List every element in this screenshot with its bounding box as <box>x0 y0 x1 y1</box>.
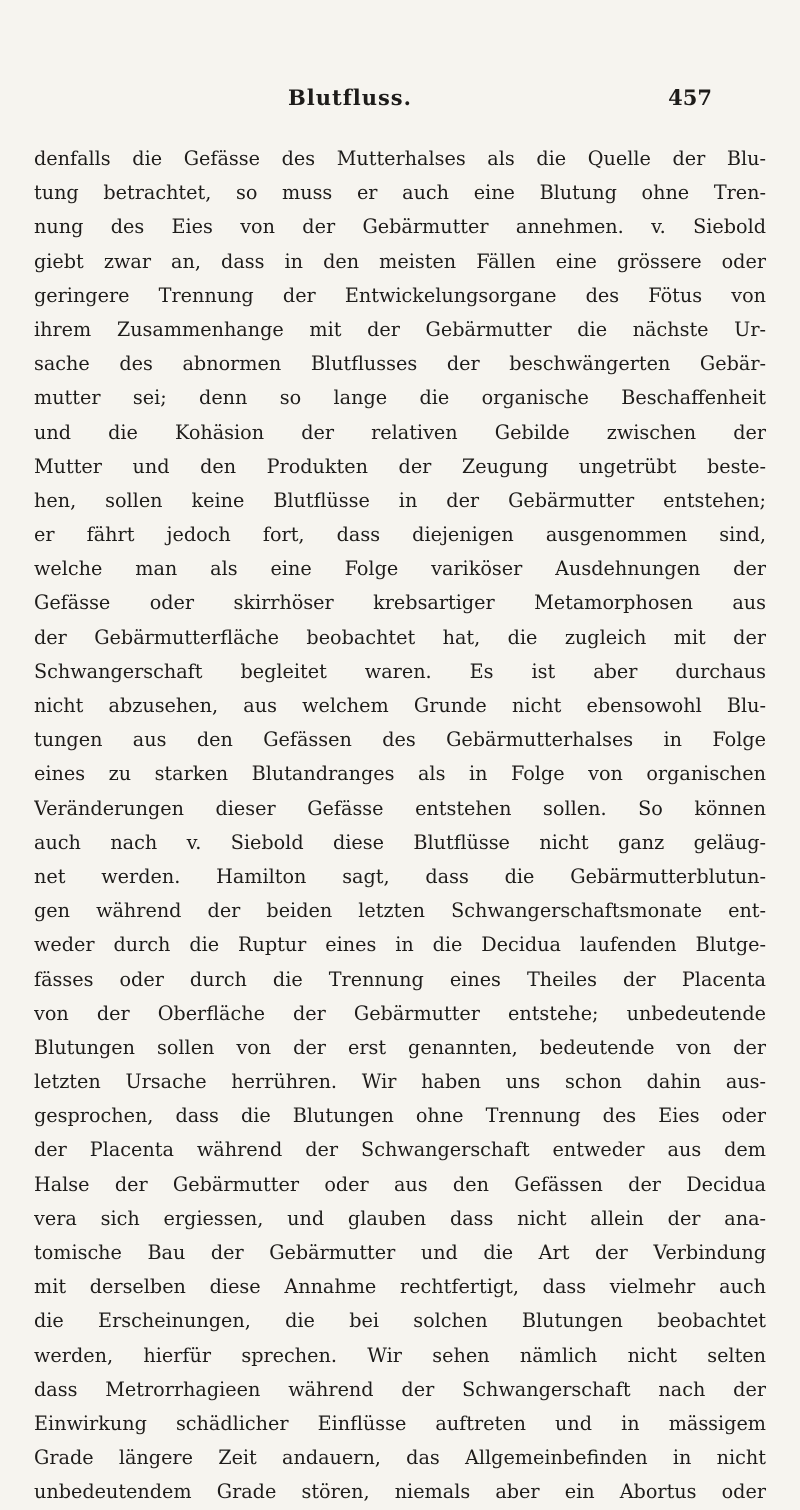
text-line: der Placenta während der Schwangerschaft entweder aus dem <box>34 1138 766 1162</box>
text-line: die Erscheinungen, die bei solchen Blutungen beobachtet <box>34 1309 766 1333</box>
text-line: auch nach v. Siebold diese Blutflüsse nicht ganz geläug- <box>34 830 766 854</box>
text-line: von der Oberfläche der Gebärmutter entstehe; unbedeutende <box>34 1001 766 1025</box>
text-line: tomische Bau der Gebärmutter und die Art der Verbindung <box>34 1241 766 1264</box>
text-line: Schwangerschaft begleitet waren. Es ist aber durchaus <box>34 659 766 683</box>
text-line: weder durch die Ruptur eines in die Decidua laufenden Blutge- <box>34 933 766 957</box>
running-head-title: Blutfluss. <box>288 85 412 110</box>
page-number: 457 <box>668 85 712 110</box>
body-text <box>34 142 766 1510</box>
text-line: er fährt jedoch fort, dass diejenigen ausgenommen sind, <box>34 523 766 547</box>
text-line: gen während der beiden letzten Schwangerschaftsmonate ent- <box>34 899 766 923</box>
text-line: geringere Trennung der Entwickelungsorgane des Fötus von <box>34 283 766 307</box>
text-line: Halse der Gebärmutter oder aus den Gefässen der Decidua <box>34 1172 766 1196</box>
text-line: mit derselben diese Annahme rechtfertigt, dass vielmehr auch <box>34 1275 766 1299</box>
text-line: giebt zwar an, dass in den meisten Fällen eine grössere oder <box>34 249 766 273</box>
text-line: fässes oder durch die Trennung eines Theiles der Placenta <box>34 967 766 991</box>
text-line: dass Metrorrhagieen während der Schwangerschaft nach der <box>34 1377 766 1401</box>
text-line: tungen aus den Gefässen des Gebärmutterhalses in Folge <box>34 728 766 752</box>
text-line: denfalls die Gefässe des Mutterhalses als die Quelle der Blu- <box>34 147 766 170</box>
text-line: ihrem Zusammenhange mit der Gebärmutter die nächste Ur- <box>34 317 766 341</box>
text-line: Mutter und den Produkten der Zeugung ungetrübt beste- <box>34 454 766 478</box>
text-line: mutter sei; denn so lange die organische Beschaffenheit <box>34 386 766 410</box>
text-line: Einwirkung schädlicher Einflüsse auftreten und in mässigem <box>34 1411 766 1435</box>
text-line: tung betrachtet, so muss er auch eine Blutung ohne Tren- <box>34 181 766 205</box>
text-line: welche man als eine Folge variköser Ausdehnungen der <box>34 557 766 581</box>
text-line: letzten Ursache herrühren. Wir haben uns schon dahin aus- <box>34 1070 766 1094</box>
text-line: nung des Eies von der Gebärmutter annehmen. v. Siebold <box>34 215 766 239</box>
running-head <box>0 82 800 114</box>
text-line: Gefässe oder skirrhöser krebsartiger Metamorphosen aus <box>34 591 766 615</box>
text-line: Blutungen sollen von der erst genannten, bedeutende von der <box>34 1035 766 1059</box>
text-line: eines zu starken Blutandranges als in Folge von organischen <box>34 762 766 786</box>
text-line: nicht abzusehen, aus welchem Grunde nicht ebensowohl Blu- <box>34 694 766 717</box>
text-line: vera sich ergiessen, und glauben dass nicht allein der ana- <box>34 1206 766 1230</box>
text-line: gesprochen, dass die Blutungen ohne Trennung des Eies oder <box>34 1104 766 1128</box>
text-line: Veränderungen dieser Gefässe entstehen sollen. So können <box>34 796 766 820</box>
text-line: unbedeutendem Grade stören, niemals aber ein Abortus oder <box>34 1480 766 1504</box>
text-line: Grade längere Zeit andauern, das Allgemeinbefinden in nicht <box>34 1446 766 1470</box>
text-line: hen, sollen keine Blutflüsse in der Gebärmutter entstehen; <box>34 488 766 512</box>
text-line: und die Kohäsion der relativen Gebilde zwischen der <box>34 420 766 444</box>
text-line: sache des abnormen Blutflusses der beschwängerten Gebär- <box>34 352 766 376</box>
text-line: der Gebärmutterfläche beobachtet hat, die zugleich mit der <box>34 625 766 649</box>
text-line: net werden. Hamilton sagt, dass die Gebärmutterblutun- <box>34 864 766 888</box>
text-line: werden, hierfür sprechen. Wir sehen nämlich nicht selten <box>34 1343 766 1367</box>
